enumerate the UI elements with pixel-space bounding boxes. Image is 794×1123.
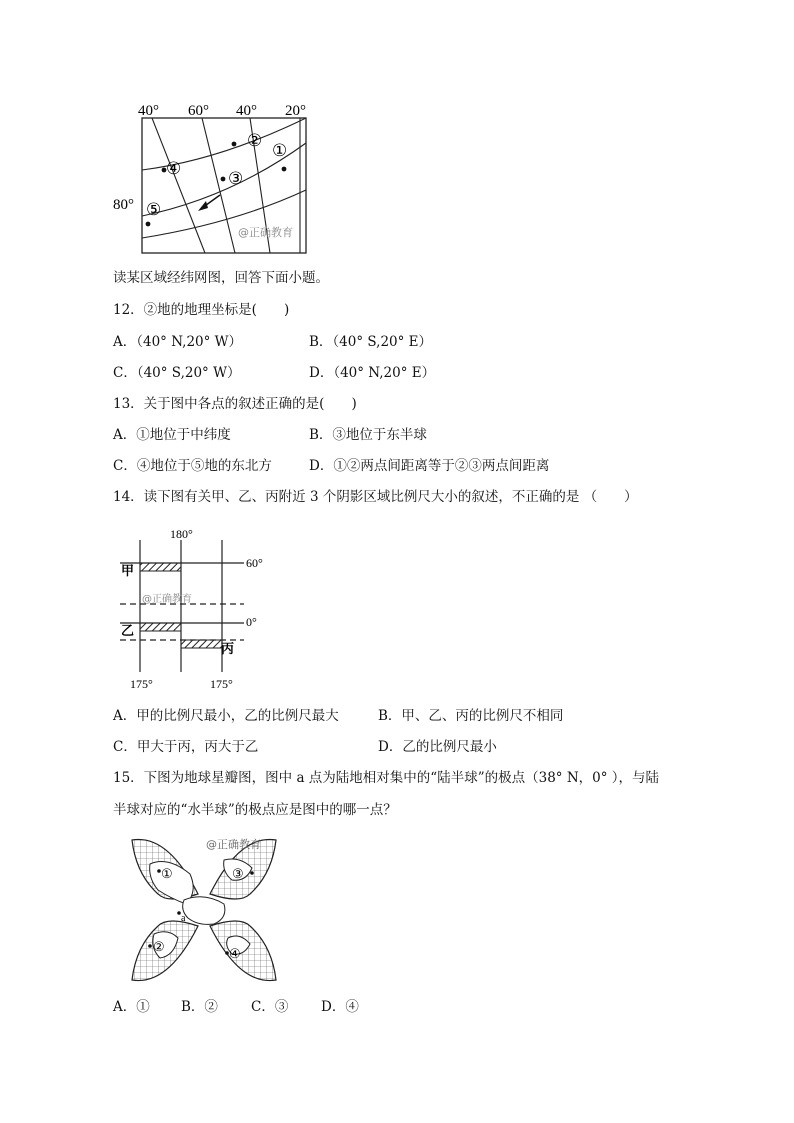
fig2-region-label: 丙 — [221, 642, 235, 657]
fig2-right-label: 60° — [246, 556, 263, 570]
fig1-point-label: ④ — [166, 159, 182, 178]
fig2-bottom-label: 175° — [130, 677, 153, 691]
q14-option-a[interactable]: A．甲的比例尺最小，乙的比例尺最大 — [113, 708, 339, 724]
fig3-point — [148, 944, 152, 948]
arrow-icon — [198, 195, 220, 211]
q13-option-a[interactable]: A．①地位于中纬度 — [113, 427, 231, 443]
intro-text: 读某区域经纬网图，回答下面小题。 — [113, 270, 329, 286]
fig2-region-label: 乙 — [121, 624, 135, 639]
q13-option-c[interactable]: C．④地位于⑤地的东北方 — [113, 458, 272, 474]
fig2-bottom-label: 175° — [210, 677, 233, 691]
fig1-point — [221, 177, 226, 182]
fig1-point-label: ① — [272, 141, 288, 160]
star-petal-map-figure — [128, 834, 280, 986]
q15-option-c[interactable]: C．③ — [251, 999, 289, 1015]
q12-stem: 12．②地的地理坐标是( ) — [113, 302, 290, 318]
q14-option-c[interactable]: C．甲大于丙，丙大于乙 — [113, 739, 259, 755]
fig3-point — [250, 871, 254, 875]
fig1-top-label: 40° — [138, 103, 159, 119]
q12-option-a[interactable]: A．（40° N,20° W） — [113, 334, 243, 350]
fig2-region-yi — [140, 623, 181, 631]
fig1-point — [146, 222, 151, 227]
q14-option-d[interactable]: D．乙的比例尺最小 — [378, 739, 497, 755]
q15-option-d[interactable]: D．④ — [321, 999, 359, 1015]
q12-option-b[interactable]: B．（40° S,20° E） — [309, 334, 433, 350]
fig1-point-label: ③ — [228, 169, 244, 188]
fig1-point-label: ⑤ — [146, 200, 162, 219]
fig1-point — [232, 142, 237, 147]
q15-stem-line2: 半球对应的“水半球”的极点应是图中的哪一点？ — [113, 802, 397, 818]
q12-option-d[interactable]: D．（40° N,20° E） — [309, 365, 436, 381]
scale-figure — [112, 522, 277, 694]
q12-option-c[interactable]: C．（40° S,20° W） — [113, 365, 241, 381]
fig1-left-label: 80° — [113, 197, 134, 213]
fig2-region-bing — [181, 640, 222, 648]
fig3-watermark: @正确教育 — [206, 838, 261, 851]
fig1-top-label: 60° — [188, 103, 209, 119]
fig1-top-label: 40° — [236, 103, 257, 119]
fig3-point-label: ② — [153, 939, 165, 954]
fig2-top-label: 180° — [170, 527, 193, 541]
q13-option-b[interactable]: B．③地位于东半球 — [309, 427, 427, 443]
q13-stem: 13．关于图中各点的叙述正确的是( ) — [113, 396, 357, 412]
fig2-right-label: 0° — [246, 615, 257, 629]
fig3-point-label: ① — [161, 866, 173, 881]
q15-option-b[interactable]: B．② — [181, 999, 218, 1015]
fig2-watermark: @正确教育 — [142, 594, 192, 605]
graticule-figure — [110, 98, 320, 258]
fig1-top-label: 20° — [285, 103, 306, 119]
q13-option-d[interactable]: D．①②两点间距离等于②③两点间距离 — [309, 458, 550, 474]
q14-stem: 14．读下图有关甲、乙、丙附近 3 个阴影区域比例尺大小的叙述，不正确的是 （ ） — [113, 489, 638, 505]
fig2-region-jia — [140, 563, 181, 571]
q15-stem-line1: 15．下图为地球星瓣图，图中 a 点为陆地相对集中的“陆半球”的极点（38° N，0° ），与陆 — [113, 770, 660, 786]
q14-option-b[interactable]: B．甲、乙、丙的比例尺不相同 — [378, 708, 564, 724]
q15-option-a[interactable]: A．① — [113, 999, 150, 1015]
fig3-point-label: ③ — [232, 866, 244, 881]
fig1-point — [282, 167, 287, 172]
fig3-point-label: a — [181, 913, 186, 924]
fig1-watermark: @正确教育 — [238, 226, 293, 239]
fig2-region-label: 甲 — [121, 564, 135, 579]
fig3-point-label: ④ — [229, 946, 241, 961]
fig1-point-label: ② — [247, 131, 263, 150]
